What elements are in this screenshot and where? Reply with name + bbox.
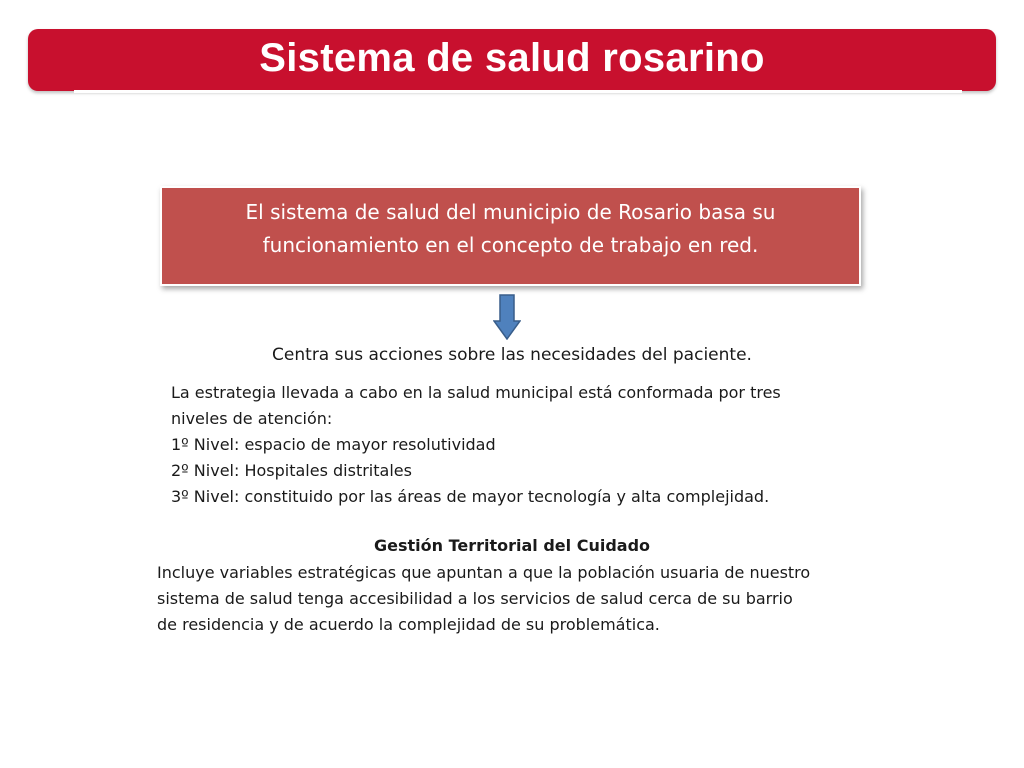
- arrow-down-icon: [493, 294, 521, 340]
- strategy-line-2: niveles de atención:: [171, 409, 333, 428]
- strategy-line-1: La estrategia llevada a cabo en la salud municipal está conformada por tres: [171, 383, 781, 402]
- patient-focus-text: Centra sus acciones sobre las necesidades del paciente.: [272, 345, 752, 365]
- network-statement-box: [160, 186, 861, 286]
- gestion-line-1: Incluye variables estratégicas que apuntan a que la población usuaria de nuestro: [157, 563, 811, 582]
- slide-title: Sistema de salud rosarino: [259, 35, 765, 80]
- gestion-line-3: de residencia y de acuerdo la complejidad de su problemática.: [157, 615, 660, 634]
- level-1-text: 1º Nivel: espacio de mayor resolutividad: [171, 435, 496, 454]
- level-3-text: 3º Nivel: constituido por las áreas de mayor tecnología y alta complejidad.: [171, 487, 770, 506]
- title-bar: [28, 29, 996, 91]
- gestion-heading: Gestión Territorial del Cuidado: [373, 536, 651, 555]
- gestion-line-2: sistema de salud tenga accesibilidad a los servicios de salud cerca de su barrio: [157, 589, 793, 608]
- box-line-2: funcionamiento en el concepto de trabajo en red.: [262, 233, 759, 257]
- box-line-1: El sistema de salud del municipio de Rosario basa su: [245, 200, 776, 224]
- level-2-text: 2º Nivel: Hospitales distritales: [171, 461, 412, 480]
